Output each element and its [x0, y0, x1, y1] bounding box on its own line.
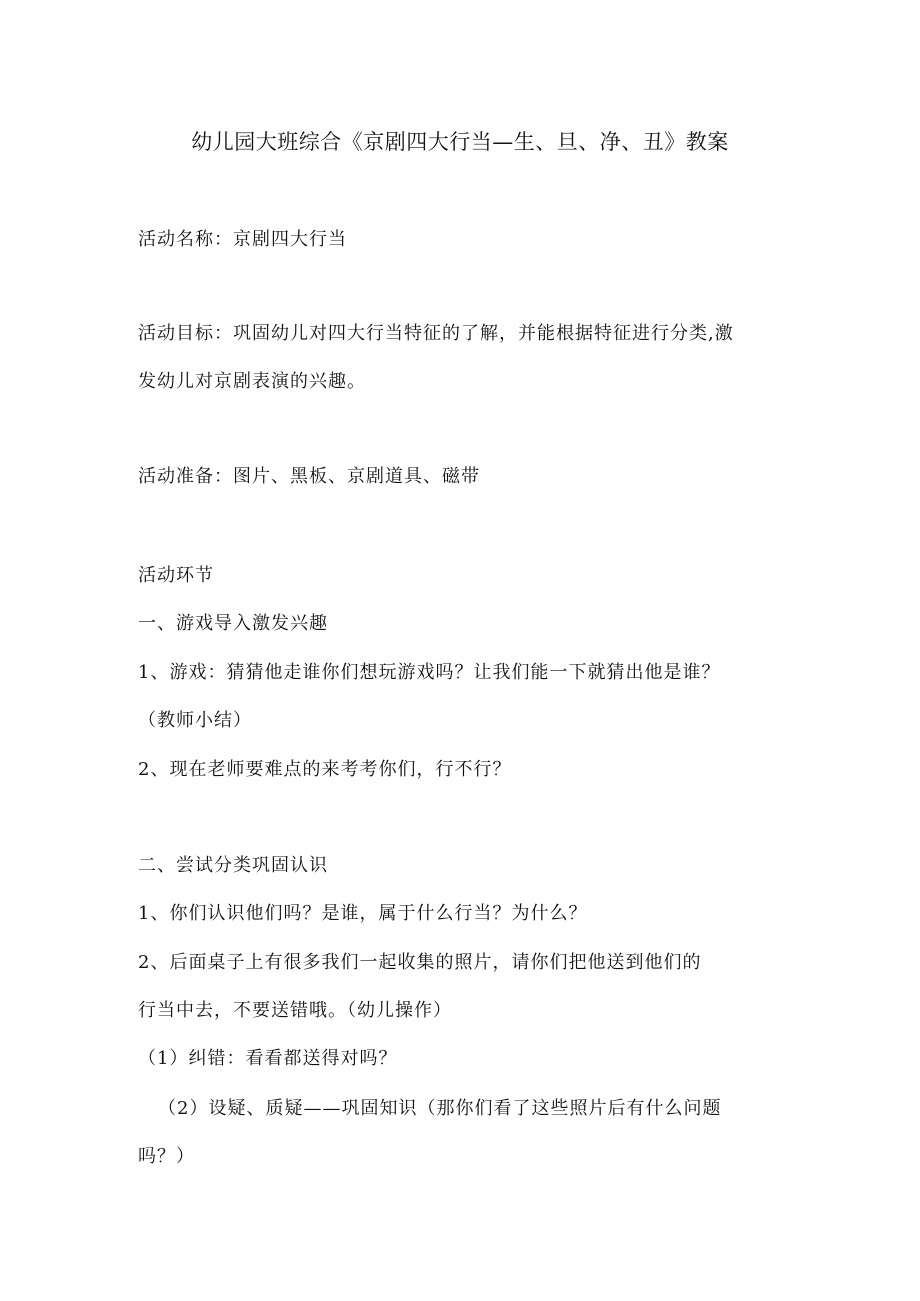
activity-goal-line-1: 活动目标：巩固幼儿对四大行当特征的了解，并能根据特征进行分类,激 [138, 323, 734, 344]
section-2-item-2-line-1: 2、后面桌子上有很多我们一起收集的照片，请你们把他送到他们的 [138, 952, 702, 973]
section-2-subitem-2-line-1: （2）设疑、质疑——巩固知识（那你们看了这些照片后有什么问题 [158, 1098, 722, 1119]
section-2-item-2-line-2: 行当中去，不要送错哦。（幼儿操作） [138, 1000, 452, 1021]
section-1-item-2: 2、现在老师要难点的来考考你们，行不行？ [138, 759, 512, 780]
activity-name: 活动名称：京剧四大行当 [138, 229, 347, 250]
section-2-subitem-2-line-2: 吗？） [138, 1146, 195, 1167]
activity-steps-heading: 活动环节 [138, 565, 214, 586]
activity-goal-line-2: 发幼儿对京剧表演的兴趣。 [138, 371, 366, 392]
section-1-item-1: 1、游戏：猜猜他走谁你们想玩游戏吗？让我们能一下就猜出他是谁？ [138, 662, 721, 683]
activity-preparation: 活动准备：图片、黑板、京剧道具、磁带 [138, 466, 480, 487]
section-1-teacher-summary: （教师小结） [138, 710, 252, 731]
section-1-heading: 一、游戏导入激发兴趣 [138, 613, 328, 634]
document-title: 幼儿园大班综合《京剧四大行当—生、旦、净、丑》教案 [191, 130, 729, 154]
section-2-heading: 二、尝试分类巩固认识 [138, 855, 328, 876]
section-2-item-1: 1、你们认识他们吗？是谁，属于什么行当？为什么？ [138, 903, 588, 924]
section-2-subitem-1: （1）纠错：看看都送得对吗？ [138, 1048, 398, 1069]
